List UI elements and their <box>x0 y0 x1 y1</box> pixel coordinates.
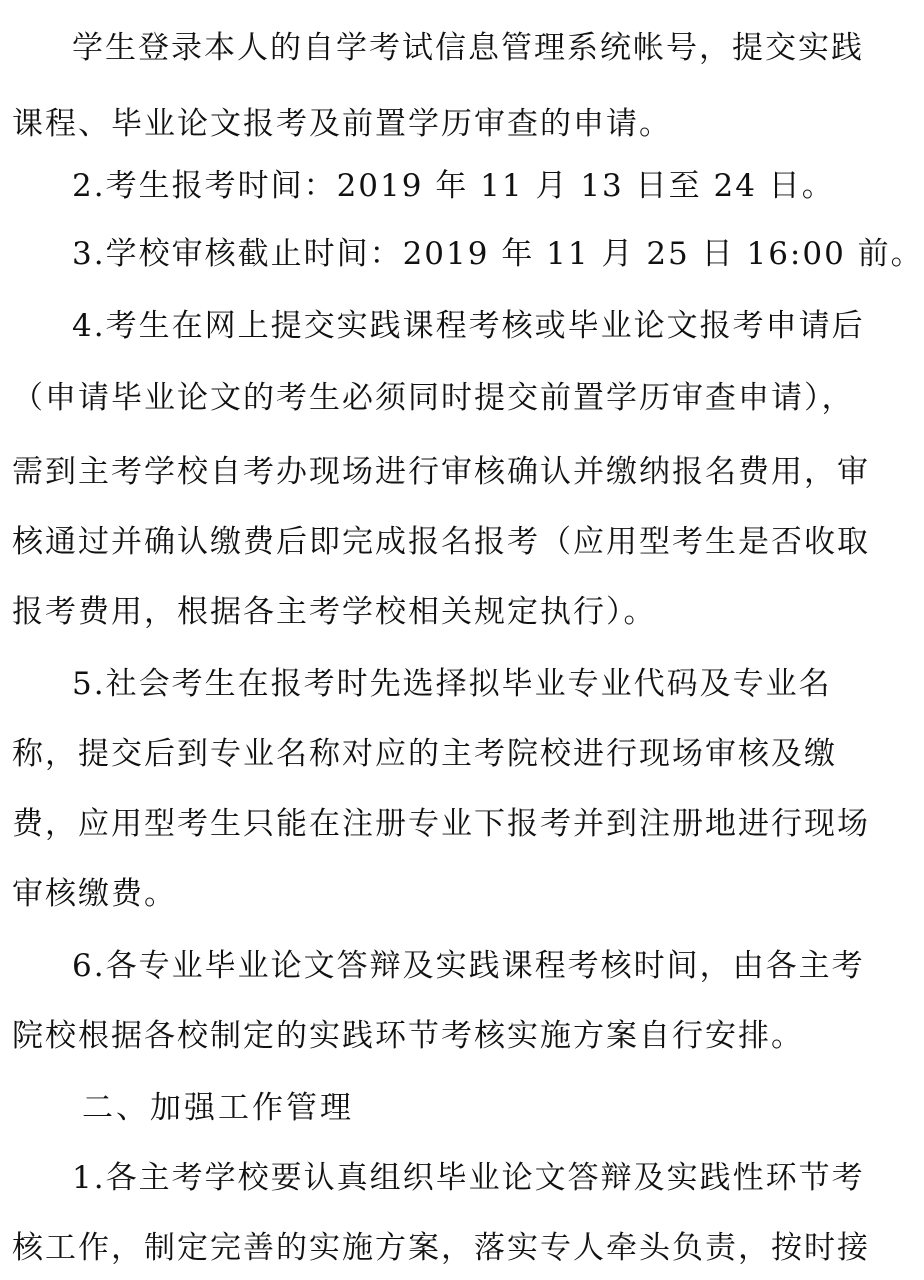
paragraph-line: 课程、毕业论文报考及前置学历审查的申请。 <box>12 106 672 142</box>
paragraph-line: 审核缴费。 <box>12 876 177 912</box>
item-4-line: 4.考生在网上提交实践课程考核或毕业论文报考申请后 <box>72 308 865 344</box>
paragraph-line: 需到主考学校自考办现场进行审核确认并缴纳报名费用，审 <box>12 454 870 490</box>
item-3-line: 3.学校审核截止时间：2019 年 11 月 25 日 16:00 前。 <box>72 236 924 272</box>
item-5-line: 5.社会考生在报考时先选择拟毕业专业代码及专业名 <box>72 666 832 702</box>
paragraph-line: 核通过并确认缴费后即完成报名报考（应用型考生是否收取 <box>12 524 870 560</box>
section-heading: 二、加强工作管理 <box>82 1090 354 1126</box>
paragraph-line: 报考费用，根据各主考学校相关规定执行）。 <box>12 594 657 630</box>
paragraph-line: （申请毕业论文的考生必须同时提交前置学历审查申请）， <box>12 380 855 416</box>
item-6-line: 6.各专业毕业论文答辩及实践课程考核时间，由各主考 <box>72 948 865 984</box>
paragraph-line: 费，应用型考生只能在注册专业下报考并到注册地进行现场 <box>12 806 870 842</box>
paragraph-line: 称，提交后到专业名称对应的主考院校进行现场审核及缴 <box>12 736 837 772</box>
item-2-line: 2.考生报考时间：2019 年 11 月 13 日至 24 日。 <box>72 168 835 204</box>
paragraph-line: 核工作，制定完善的实施方案，落实专人牵头负责，按时接 <box>12 1230 870 1266</box>
item-1-line: 1.各主考学校要认真组织毕业论文答辩及实践性环节考 <box>72 1160 865 1196</box>
paragraph-line: 学生登录本人的自学考试信息管理系统帐号，提交实践 <box>72 30 864 66</box>
paragraph-line: 院校根据各校制定的实践环节考核实施方案自行安排。 <box>12 1018 804 1054</box>
